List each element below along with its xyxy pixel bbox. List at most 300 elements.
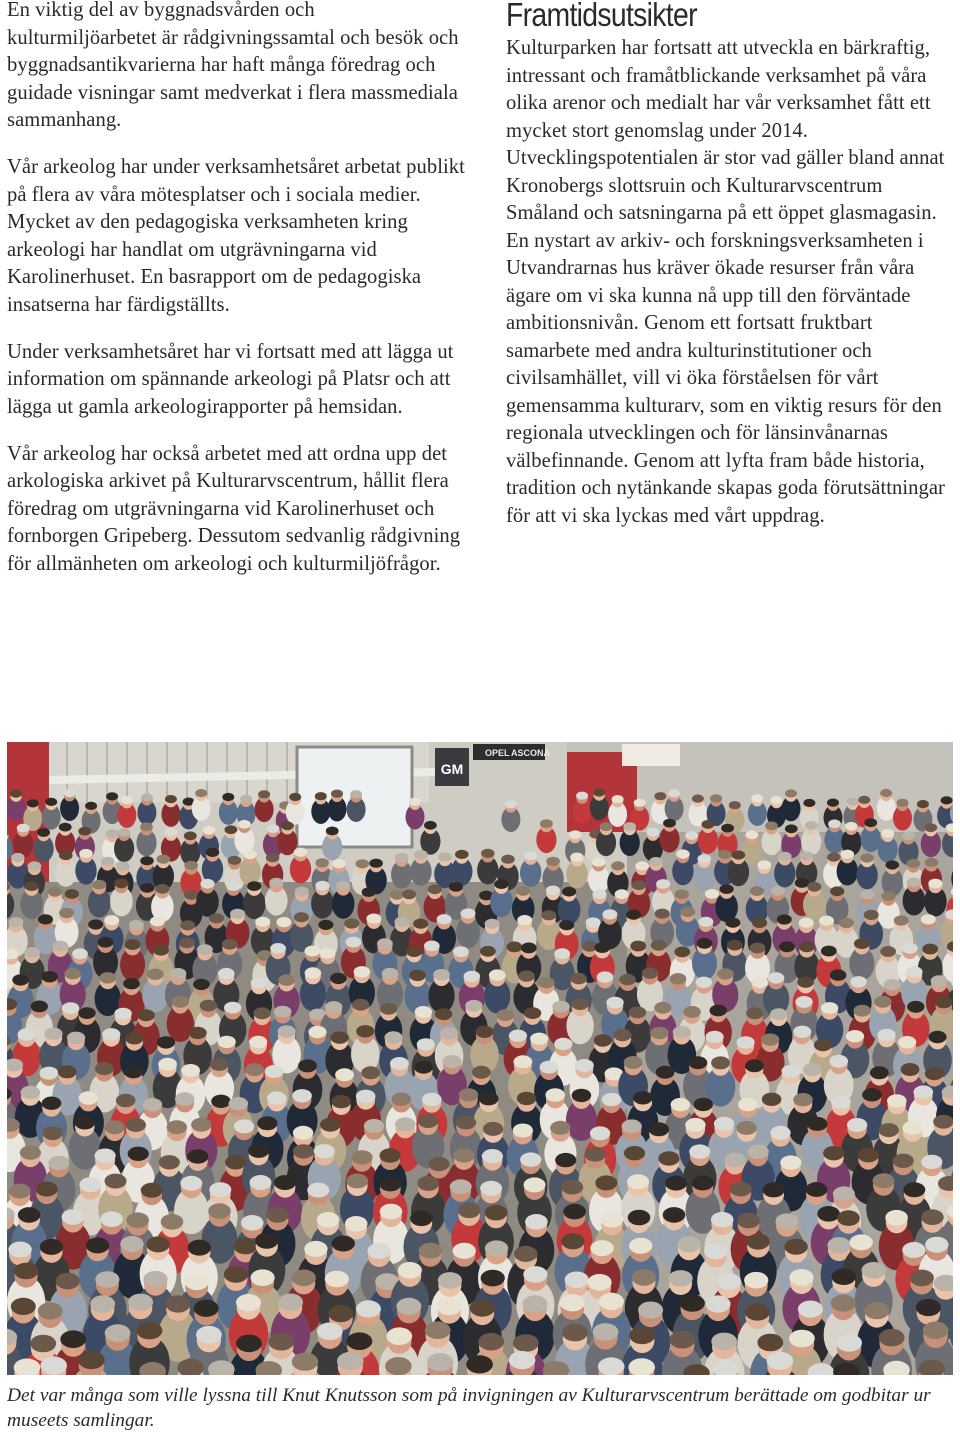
- person-hair: [225, 1155, 246, 1169]
- person-hair: [561, 1233, 584, 1249]
- person-hair: [48, 887, 62, 897]
- person-hair: [11, 1298, 36, 1315]
- person-hair: [344, 918, 359, 928]
- person-hair: [248, 1144, 269, 1158]
- person-hair: [771, 886, 785, 896]
- person-hair: [738, 1098, 758, 1111]
- person-hair: [893, 1154, 914, 1168]
- person-hair: [197, 944, 213, 955]
- person-hair: [475, 1026, 493, 1038]
- person-hair: [750, 943, 766, 954]
- person-hair: [518, 970, 535, 981]
- person-hair: [585, 1147, 606, 1161]
- person-hair: [916, 1299, 941, 1316]
- person-hair: [613, 1029, 631, 1041]
- person-hair: [874, 996, 891, 1008]
- person-hair: [258, 790, 270, 798]
- person-hair: [624, 1056, 643, 1069]
- person-hair: [717, 968, 734, 979]
- person-hair: [9, 1184, 31, 1199]
- person-hair: [143, 1271, 167, 1288]
- person-hair: [524, 1177, 546, 1192]
- person-hair: [425, 1321, 451, 1339]
- person-hair: [478, 1333, 504, 1351]
- person-hair: [649, 1122, 669, 1136]
- person-hair: [497, 1009, 514, 1021]
- person-hair: [933, 1115, 953, 1129]
- person-hair: [128, 1147, 149, 1161]
- person-hair: [668, 789, 680, 797]
- person-hair: [481, 849, 495, 858]
- person-hair: [692, 795, 704, 803]
- person-hair: [570, 973, 587, 984]
- person-hair: [485, 1205, 508, 1221]
- person-hair: [935, 997, 952, 1009]
- person-hair: [831, 1096, 851, 1109]
- person-hair: [278, 1294, 303, 1311]
- person-hair: [806, 1182, 828, 1197]
- person-hair: [555, 1153, 576, 1167]
- section-heading: Framtidsutsikter: [506, 0, 697, 33]
- person-hair: [78, 1007, 95, 1019]
- person-hair: [513, 1334, 539, 1352]
- left-paragraph-1: En viktig del av byggnadsvården och kulturmiljöarbetet är rådgivningssamtal och besök och byggnadsantikvarierna har haft många föredrag och guidade visningar samt medverkat i flera massmediala sammanhang.: [7, 0, 459, 131]
- person-hair: [520, 1152, 541, 1166]
- person-hair: [886, 860, 900, 869]
- person-hair: [622, 1119, 642, 1133]
- person-hair: [317, 1323, 343, 1341]
- person-hair: [711, 1056, 730, 1069]
- person-hair: [245, 1063, 264, 1076]
- person-hair: [680, 907, 695, 917]
- person-hair: [798, 1301, 823, 1318]
- person-hair: [524, 851, 538, 860]
- person-hair: [305, 967, 322, 978]
- person-hair: [141, 1183, 163, 1198]
- person-hair: [795, 878, 809, 888]
- person-hair: [638, 1302, 663, 1319]
- person-hair: [328, 1305, 353, 1322]
- person-hair: [194, 1300, 219, 1317]
- person-hair: [417, 1176, 439, 1191]
- person-hair: [386, 1327, 412, 1345]
- person-hair: [200, 1000, 217, 1012]
- person-hair: [380, 1204, 403, 1220]
- crowd-photo: [7, 742, 953, 1375]
- person-hair: [718, 850, 732, 859]
- person-hair: [590, 1240, 613, 1256]
- person-hair: [858, 1148, 879, 1162]
- person-hair: [11, 853, 25, 862]
- person-hair: [831, 1295, 856, 1312]
- person-hair: [243, 850, 257, 859]
- person-hair: [332, 859, 346, 868]
- person-hair: [864, 1302, 889, 1319]
- person-hair: [685, 831, 698, 840]
- person-hair: [751, 977, 768, 988]
- person-hair: [98, 937, 114, 948]
- person-hair: [14, 1263, 38, 1280]
- person-hair: [181, 1064, 200, 1077]
- person-hair: [203, 826, 216, 835]
- person-hair: [676, 849, 690, 858]
- person-hair: [274, 1006, 291, 1018]
- person-hair: [925, 858, 939, 867]
- person-hair: [602, 1093, 622, 1106]
- person-hair: [776, 1213, 799, 1229]
- person-hair: [689, 1144, 710, 1158]
- person-hair: [725, 1153, 746, 1167]
- person-hair: [746, 830, 759, 839]
- person-hair: [62, 1209, 85, 1225]
- person-hair: [923, 1322, 949, 1340]
- person-hair: [167, 1120, 187, 1134]
- person-hair: [86, 1237, 109, 1253]
- person-hair: [12, 974, 29, 985]
- person-hair: [294, 848, 308, 857]
- person-hair: [195, 789, 207, 797]
- person-hair: [655, 909, 670, 919]
- person-hair: [105, 1120, 125, 1134]
- person-hair: [10, 790, 22, 798]
- person-hair: [191, 1118, 211, 1132]
- person-hair: [95, 1271, 119, 1288]
- person-hair: [839, 918, 854, 928]
- person-hair: [767, 1352, 794, 1370]
- person-hair: [62, 1002, 79, 1014]
- person-hair: [31, 1001, 48, 1013]
- person-hair: [770, 1008, 787, 1020]
- person-hair: [102, 1028, 120, 1040]
- person-hair: [257, 1116, 277, 1130]
- person-hair: [116, 1094, 136, 1107]
- person-hair: [704, 1243, 727, 1259]
- person-hair: [250, 1175, 272, 1190]
- person-hair: [762, 1093, 782, 1106]
- person-hair: [78, 1351, 105, 1369]
- person-hair: [571, 998, 588, 1010]
- person-hair: [601, 1212, 624, 1228]
- person-hair: [485, 919, 500, 929]
- person-hair: [278, 974, 295, 985]
- person-hair: [20, 1145, 41, 1159]
- person-hair: [157, 1036, 175, 1048]
- person-hair: [693, 1098, 713, 1111]
- person-hair: [517, 915, 532, 925]
- person-hair: [18, 1028, 36, 1040]
- person-hair: [292, 1270, 316, 1287]
- person-hair: [209, 913, 224, 923]
- person-hair: [879, 1329, 905, 1347]
- person-hair: [628, 1210, 651, 1226]
- person-hair: [292, 1353, 319, 1371]
- person-hair: [166, 1295, 191, 1312]
- person-hair: [187, 1149, 208, 1163]
- person-hair: [721, 824, 734, 833]
- person-hair: [224, 1002, 241, 1014]
- person-hair: [206, 848, 220, 857]
- person-hair: [356, 1025, 374, 1037]
- person-hair: [58, 1065, 77, 1078]
- person-hair: [116, 862, 130, 871]
- person-hair: [380, 1148, 401, 1162]
- person-hair: [428, 884, 442, 894]
- person-hair: [165, 828, 178, 837]
- person-hair: [630, 941, 646, 952]
- person-hair: [361, 1066, 380, 1079]
- person-hair: [330, 973, 347, 984]
- person-hair: [513, 1124, 533, 1138]
- person-hair: [158, 1058, 177, 1071]
- person-hair: [209, 1182, 231, 1197]
- person-hair: [268, 1333, 294, 1351]
- person-hair: [265, 1065, 284, 1078]
- person-hair: [222, 793, 234, 801]
- person-hair: [941, 796, 953, 804]
- person-hair: [777, 914, 792, 924]
- left-paragraph-2: Vår arkeolog har under verksamhetsåret arbetat publikt på flera av våra mötesplatser och i sociala medier. Mycket av den pedagogiska verksamheten kring arkeologi har handlat om utgrävningarna vid Karolinerhuset. En basrapport om de pedagogiska insatserna har färdigställts.: [7, 156, 465, 316]
- person-hair: [179, 937, 195, 948]
- person-hair: [128, 1294, 153, 1311]
- person-hair: [509, 1030, 527, 1042]
- person-hair: [879, 1123, 899, 1137]
- person-hair: [654, 1002, 671, 1014]
- person-hair: [269, 878, 283, 888]
- person-hair: [453, 946, 469, 957]
- person-hair: [921, 1209, 944, 1225]
- person-hair: [362, 887, 376, 897]
- person-hair: [125, 939, 141, 950]
- person-hair: [880, 789, 892, 797]
- person-hair: [827, 1237, 850, 1253]
- person-hair: [782, 1065, 801, 1078]
- person-hair: [771, 796, 783, 804]
- person-hair: [925, 1067, 944, 1080]
- person-hair: [854, 938, 870, 949]
- person-hair: [21, 1086, 41, 1099]
- person-hair: [651, 940, 667, 951]
- person-hair: [184, 831, 197, 840]
- person-hair: [785, 824, 798, 833]
- person-hair: [165, 795, 177, 803]
- person-hair: [458, 1203, 481, 1219]
- person-hair: [598, 1357, 625, 1375]
- person-hair: [440, 1027, 458, 1039]
- person-hair: [396, 1298, 421, 1315]
- person-hair: [315, 881, 329, 891]
- person-hair: [304, 1241, 327, 1257]
- right-paragraph: Kulturparken har fortsatt att utveckla en bärkraftig, intressant och framåtblickande verksamhet på våra olika arenor och medialt har vår verksamhet fått ett mycket stort genomslag under 2014. Utvecklingspotentialen är stor vad gäller bland annat Kronobergs slottsruin och Kulturarvscentrum Småland och satsningarna på ett öppet glasmagasin. En nystart av arkiv- och forskningsverksamheten i Utvandrarnas hus kräver ökade resurser från våra ägare om vi ska kunna nå upp till den förväntade ambitionsnivån. Genom ett fortsatt fruktbart samarbete med andra kulturinstitutioner och civilsamhället, vill vi öka förståelsen för vårt gemensamma kulturarv, som en viktig resurs för den regionala utvecklingen och för länsinvånarnas välbefinnande. Genom att lyfta fram både historia, tradition och nytänkande skapas goda förutsättningar för att vi ska lyckas med vårt uppdrag.: [506, 37, 945, 527]
- person-hair: [516, 886, 530, 896]
- person-hair: [546, 857, 560, 866]
- person-hair: [278, 1025, 296, 1037]
- person-hair: [435, 1008, 452, 1020]
- person-hair: [276, 917, 291, 927]
- person-hair: [907, 878, 921, 888]
- person-hair: [266, 1207, 289, 1223]
- person-hair: [424, 941, 440, 952]
- person-hair: [720, 884, 734, 894]
- person-hair: [99, 972, 116, 983]
- person-hair: [647, 828, 660, 837]
- person-hair: [241, 1215, 264, 1231]
- person-hair: [157, 855, 171, 864]
- person-hair: [45, 798, 57, 806]
- person-hair: [509, 1351, 536, 1369]
- person-hair: [847, 798, 859, 806]
- person-hair: [101, 857, 115, 866]
- person-hair: [615, 889, 629, 899]
- person-hair: [554, 1038, 572, 1050]
- person-hair: [633, 1091, 653, 1104]
- person-hair: [218, 1036, 236, 1048]
- person-hair: [737, 1036, 755, 1048]
- person-hair: [305, 946, 321, 957]
- person-hair: [453, 1148, 474, 1162]
- person-hair: [249, 1036, 267, 1048]
- person-hair: [200, 879, 214, 889]
- person-hair: [105, 1174, 127, 1189]
- person-hair: [862, 1262, 886, 1279]
- person-hair: [629, 1007, 646, 1019]
- person-hair: [38, 914, 53, 924]
- person-hair: [453, 1243, 476, 1259]
- person-hair: [592, 889, 606, 899]
- person-hair: [833, 1186, 855, 1201]
- person-hair: [175, 1092, 195, 1105]
- person-hair: [238, 820, 251, 829]
- person-hair: [455, 850, 469, 859]
- person-hair: [137, 1009, 154, 1021]
- person-hair: [887, 1094, 907, 1107]
- person-hair: [829, 1055, 848, 1068]
- person-hair: [560, 1294, 585, 1311]
- person-hair: [907, 859, 921, 868]
- person-hair: [266, 853, 280, 862]
- person-hair: [320, 1118, 340, 1132]
- person-hair: [807, 882, 821, 892]
- person-hair: [78, 827, 91, 836]
- person-hair: [317, 1212, 340, 1228]
- person-hair: [470, 1300, 495, 1317]
- person-hair: [41, 971, 58, 982]
- person-hair: [42, 1126, 62, 1140]
- person-hair: [650, 1027, 668, 1039]
- person-hair: [320, 948, 336, 959]
- person-hair: [600, 822, 613, 831]
- person-hair: [247, 881, 261, 891]
- person-hair: [592, 858, 606, 867]
- person-hair: [757, 1334, 783, 1352]
- person-hair: [25, 881, 39, 891]
- person-hair: [632, 1269, 656, 1286]
- person-hair: [307, 1183, 329, 1198]
- person-hair: [878, 1029, 896, 1041]
- person-hair: [836, 1334, 862, 1352]
- person-hair: [921, 1155, 942, 1169]
- person-hair: [727, 940, 743, 951]
- person-hair: [65, 889, 79, 899]
- person-hair: [170, 968, 187, 979]
- photo-caption: Det var många som ville lyssna till Knut Knutsson som på invigningen av Kulturarvscentrum berättade om godbitar ur museets samlingar.: [7, 1385, 931, 1431]
- person-hair: [903, 1182, 925, 1197]
- person-hair: [123, 978, 140, 989]
- person-hair: [48, 1156, 69, 1170]
- person-hair: [884, 979, 901, 990]
- person-hair: [873, 1173, 895, 1188]
- person-hair: [382, 968, 399, 979]
- person-hair: [751, 794, 763, 802]
- person-hair: [106, 829, 119, 838]
- person-hair: [100, 1211, 123, 1227]
- person-hair: [799, 941, 815, 952]
- person-hair: [906, 966, 923, 977]
- person-hair: [765, 821, 778, 830]
- person-hair: [854, 1005, 871, 1017]
- person-hair: [541, 910, 556, 920]
- person-hair: [224, 1266, 248, 1283]
- person-hair: [27, 799, 39, 807]
- person-hair: [59, 908, 74, 918]
- person-hair: [717, 1273, 741, 1290]
- person-hair: [17, 824, 30, 833]
- person-hair: [750, 886, 764, 896]
- person-hair: [184, 861, 198, 870]
- person-hair: [298, 1059, 317, 1072]
- person-hair: [752, 918, 767, 928]
- person-hair: [418, 1114, 438, 1128]
- person-hair: [827, 799, 839, 807]
- person-hair: [747, 1234, 770, 1250]
- person-hair: [524, 1007, 541, 1019]
- person-hair: [222, 939, 238, 950]
- person-hair: [392, 1093, 412, 1106]
- person-hair: [472, 1066, 491, 1079]
- person-hair: [803, 1063, 822, 1076]
- person-hair: [180, 1176, 202, 1191]
- person-hair: [770, 1126, 790, 1140]
- person-hair: [72, 948, 88, 959]
- person-hair: [656, 1066, 675, 1079]
- person-hair: [594, 1034, 612, 1046]
- person-hair: [635, 861, 649, 870]
- person-hair: [784, 1239, 807, 1255]
- person-hair: [36, 1182, 58, 1197]
- person-hair: [817, 1206, 840, 1222]
- person-hair: [632, 880, 646, 890]
- person-hair: [507, 942, 523, 953]
- person-hair: [914, 1085, 934, 1098]
- person-hair: [147, 969, 164, 980]
- person-hair: [768, 972, 785, 983]
- person-hair: [369, 859, 383, 868]
- person-hair: [881, 829, 894, 838]
- person-hair: [8, 917, 23, 927]
- person-hair: [642, 968, 659, 979]
- person-hair: [860, 853, 874, 862]
- person-hair: [114, 879, 128, 889]
- person-hair: [449, 882, 463, 892]
- person-hair: [797, 976, 814, 987]
- person-hair: [40, 1239, 63, 1255]
- person-hair: [595, 1175, 617, 1190]
- person-hair: [126, 1212, 149, 1228]
- person-hair: [438, 852, 452, 861]
- person-hair: [270, 943, 286, 954]
- person-hair: [479, 1092, 499, 1105]
- person-hair: [251, 1269, 275, 1286]
- person-hair: [28, 861, 42, 870]
